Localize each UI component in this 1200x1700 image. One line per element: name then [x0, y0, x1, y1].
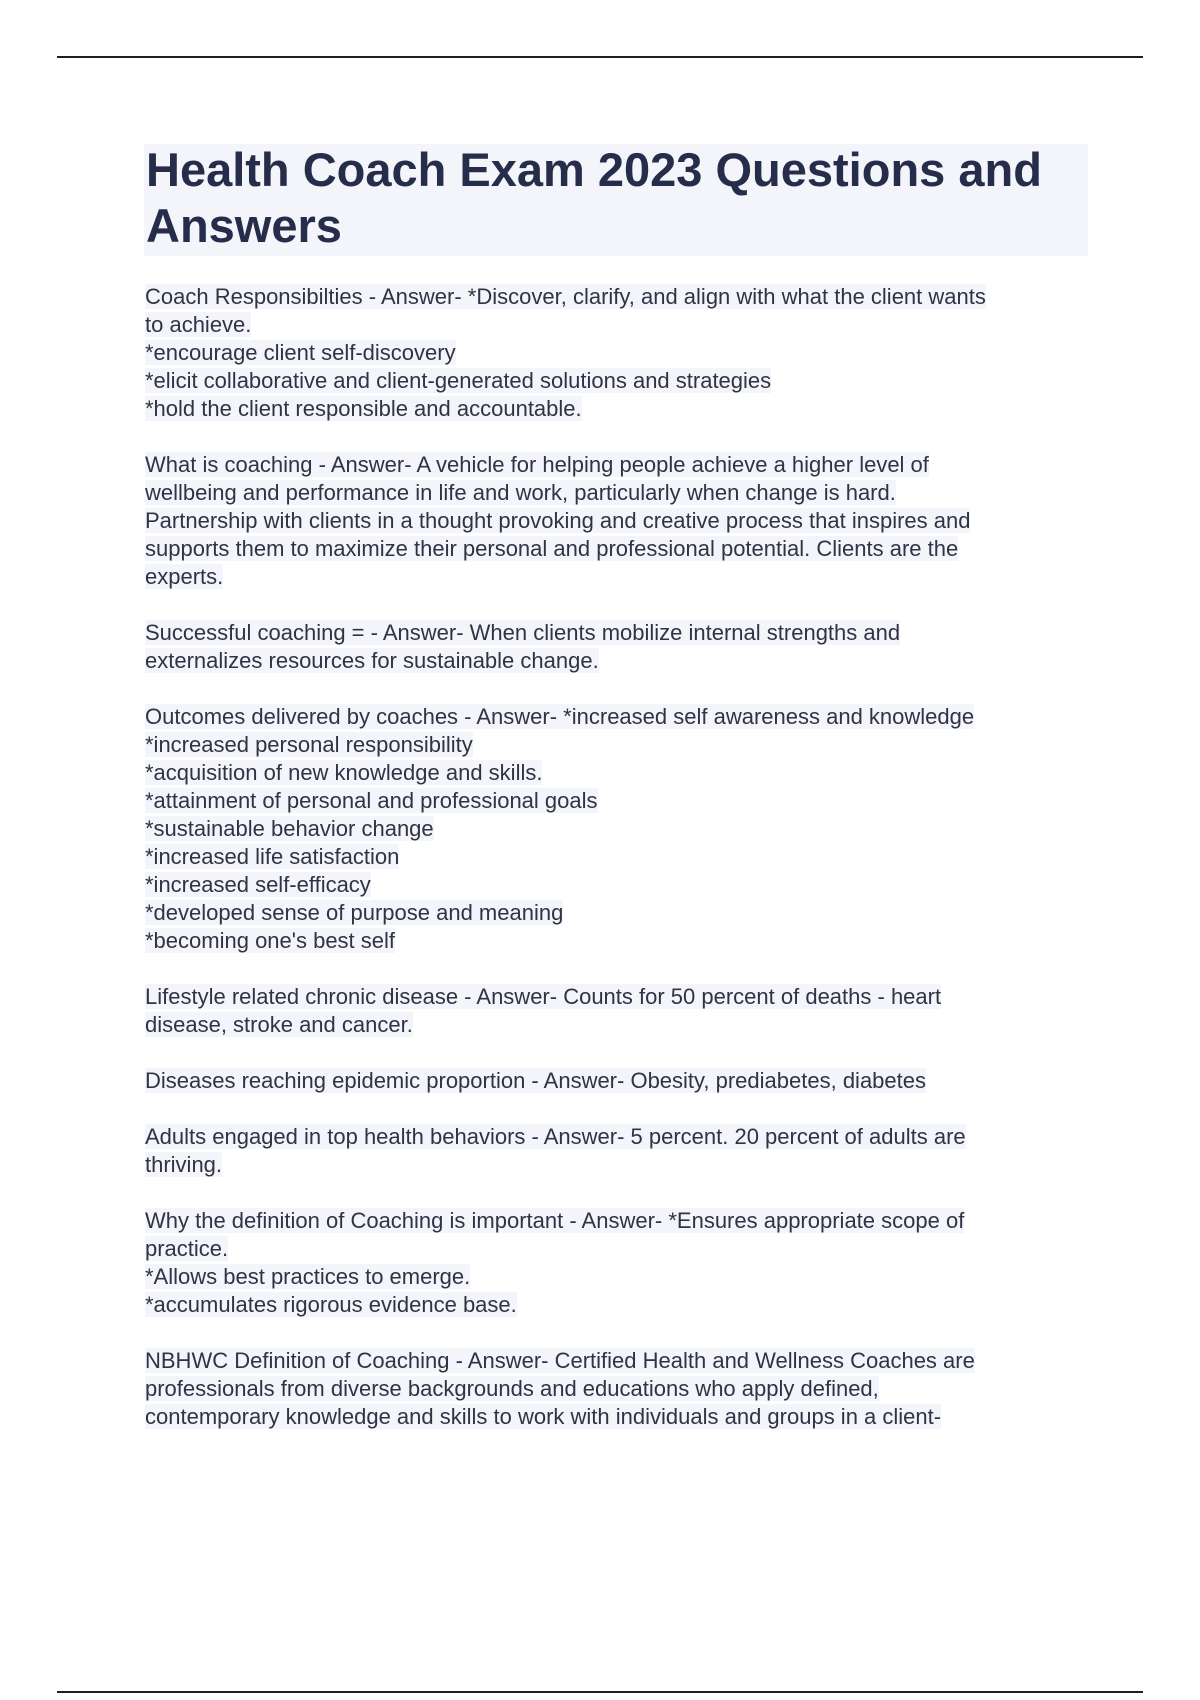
qa-line-text: Outcomes delivered by coaches - Answer- *increased self awareness and knowledge: [145, 704, 975, 729]
qa-line: [145, 1375, 1085, 1403]
title-line: Health Coach Exam 2023 Questions and: [146, 143, 1042, 196]
qa-line-text: *hold the client responsible and accountable.: [145, 396, 582, 421]
qa-line: [145, 311, 1085, 339]
qa-line: [145, 983, 1085, 1011]
qa-line: [145, 871, 1085, 899]
qa-line: [145, 451, 1085, 479]
qa-line: [145, 1067, 1085, 1095]
qa-line: [145, 367, 1085, 395]
qa-line-text: Adults engaged in top health behaviors - Answer- 5 percent. 20 percent of adults are: [145, 1124, 966, 1149]
qa-item: [145, 1207, 1085, 1319]
qa-line: [145, 535, 1085, 563]
qa-item: [145, 619, 1085, 675]
qa-line-text: *encourage client self-discovery: [145, 340, 456, 365]
qa-line-text: *sustainable behavior change: [145, 816, 434, 841]
qa-line-text: *becoming one's best self: [145, 928, 396, 953]
qa-line-text: Partnership with clients in a thought provoking and creative process that inspires and: [145, 508, 971, 533]
qa-line-text: Why the definition of Coaching is important - Answer- *Ensures appropriate scope of: [145, 1208, 965, 1233]
qa-list: [145, 283, 1085, 1459]
title-line: Answers: [146, 199, 342, 252]
qa-item: [145, 983, 1085, 1039]
qa-line-text: What is coaching - Answer- A vehicle for helping people achieve a higher level of: [145, 452, 929, 477]
qa-line: [145, 507, 1085, 535]
qa-line-text: Successful coaching = - Answer- When clients mobilize internal strengths and: [145, 620, 901, 645]
qa-line-text: practice.: [145, 1236, 229, 1261]
qa-line-text: Lifestyle related chronic disease - Answer- Counts for 50 percent of deaths - heart: [145, 984, 942, 1009]
qa-line-text: NBHWC Definition of Coaching - Answer- Certified Health and Wellness Coaches are: [145, 1348, 975, 1373]
header-rule: [57, 56, 1143, 58]
qa-line: [145, 1347, 1085, 1375]
qa-line-text: *attainment of personal and professional goals: [145, 788, 598, 813]
qa-item: [145, 451, 1085, 591]
qa-line: [145, 899, 1085, 927]
qa-line-text: *increased personal responsibility: [145, 732, 473, 757]
footer-rule: [57, 1691, 1143, 1693]
qa-line: [145, 1151, 1085, 1179]
qa-line: [145, 731, 1085, 759]
qa-line-text: supports them to maximize their personal and professional potential. Clients are the: [145, 536, 959, 561]
qa-line-text: *Allows best practices to emerge.: [145, 1264, 471, 1289]
qa-line: [145, 1291, 1085, 1319]
qa-item: [145, 1347, 1085, 1431]
qa-line-text: externalizes resources for sustainable change.: [145, 648, 599, 673]
qa-line: [145, 759, 1085, 787]
qa-line-text: Coach Responsibilties - Answer- *Discover, clarify, and align with what the client wants: [145, 284, 986, 309]
qa-line-text: thriving.: [145, 1152, 223, 1177]
qa-line-text: *increased life satisfaction: [145, 844, 400, 869]
qa-line-text: wellbeing and performance in life and work, particularly when change is hard.: [145, 480, 896, 505]
qa-line-text: *elicit collaborative and client-generated solutions and strategies: [145, 368, 772, 393]
qa-line-text: to achieve.: [145, 312, 252, 337]
qa-line-text: experts.: [145, 564, 224, 589]
qa-line-text: Diseases reaching epidemic proportion - Answer- Obesity, prediabetes, diabetes: [145, 1068, 926, 1093]
qa-line: [145, 787, 1085, 815]
qa-line-text: *increased self-efficacy: [145, 872, 371, 897]
qa-line: [145, 563, 1085, 591]
qa-item: [145, 283, 1085, 423]
qa-item: [145, 1067, 1085, 1095]
qa-line: [145, 647, 1085, 675]
qa-item: [145, 1123, 1085, 1179]
document-title: [146, 142, 1086, 254]
qa-line: [145, 703, 1085, 731]
qa-line-text: professionals from diverse backgrounds and educations who apply defined,: [145, 1376, 879, 1401]
qa-line-text: *accumulates rigorous evidence base.: [145, 1292, 517, 1317]
qa-line: [145, 1235, 1085, 1263]
qa-item: [145, 703, 1085, 955]
qa-line: [145, 619, 1085, 647]
qa-line-text: *acquisition of new knowledge and skills.: [145, 760, 543, 785]
qa-line: [145, 283, 1085, 311]
qa-line: [145, 815, 1085, 843]
qa-line: [145, 843, 1085, 871]
qa-line: [145, 1207, 1085, 1235]
qa-line: [145, 927, 1085, 955]
qa-line: [145, 1123, 1085, 1151]
qa-line: [145, 1263, 1085, 1291]
qa-line: [145, 339, 1085, 367]
qa-line: [145, 1403, 1085, 1431]
qa-line-text: *developed sense of purpose and meaning: [145, 900, 564, 925]
qa-line-text: disease, stroke and cancer.: [145, 1012, 413, 1037]
qa-line: [145, 1011, 1085, 1039]
qa-line-text: contemporary knowledge and skills to work with individuals and groups in a client-: [145, 1404, 942, 1429]
qa-line: [145, 395, 1085, 423]
qa-line: [145, 479, 1085, 507]
